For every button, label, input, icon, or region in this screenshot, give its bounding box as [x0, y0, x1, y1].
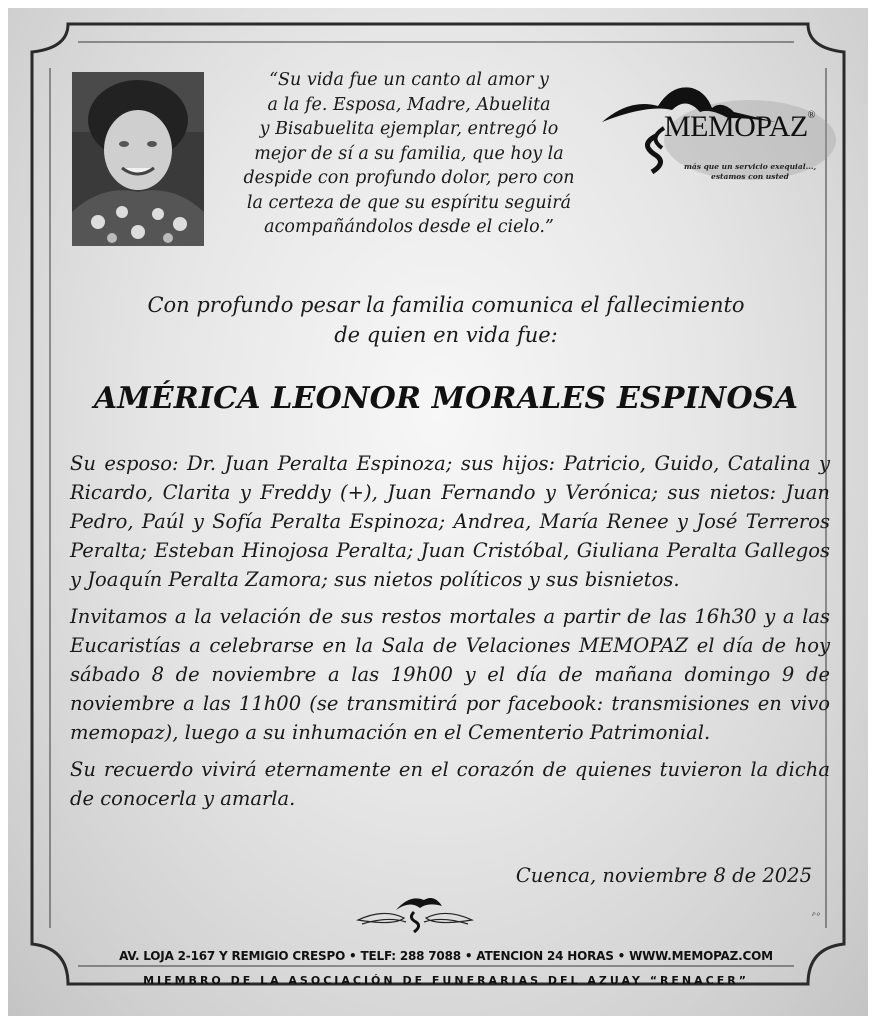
- quote-line: “Su vida fue un canto al amor y: [269, 70, 549, 90]
- quote-line: la certeza de que su espíritu seguirá: [246, 192, 572, 213]
- quote-line: a la fe. Esposa, Madre, Abuelita: [267, 94, 551, 115]
- obituary-sheet: [8, 8, 868, 1016]
- announcement-intro: [108, 290, 784, 350]
- page-code: P-9: [812, 912, 820, 918]
- ornament-emblem-icon: [354, 890, 476, 934]
- invitation-paragraph: Invitamos a la velación de sus restos mortales a partir de las 16h30 y a las Eucaristías a celebrarse en la Sala de Velaciones MEMOPAZ el día de hoy sábado 8 de noviembre a las 19h00 y el día de mañana domingo 9 de noviembre a las 11h00 (se transmitirá por facebook: transmisiones en vivo memopaz), luego a su inhumación en el Cementerio Patrimonial.: [70, 605, 830, 744]
- intro-line-2: de quien en vida fue:: [334, 323, 558, 347]
- epitaph-quote: [234, 68, 584, 240]
- footer-association: MIEMBRO DE LA ASOCIACIÓN DE FUNERARIAS DEL AZUAY “RENACER”: [143, 974, 749, 987]
- memopaz-logo: [600, 78, 836, 190]
- family-paragraph: Su esposo: Dr. Juan Peralta Espinoza; sus hijos: Patricio, Guido, Catalina y Ricardo, Clarita y Freddy (+), Juan Fernando y Verónica; sus nietos: Juan Pedro, Paúl y Sofía Peralta Espinoza; Andrea, María Renee y José Terreros Peralta; Esteban Hinojosa Peralta; Juan Cristóbal, Giuliana Peralta Gallegos y Joaquín Peralta Zamora; sus nietos políticos y sus bisnietos.: [70, 452, 830, 591]
- quote-line: mejor de sí a su familia, que hoy la: [254, 143, 564, 164]
- place-date: Cuenca, noviembre 8 de 2025: [515, 864, 812, 887]
- quote-line: despide con profundo dolor, pero con: [243, 168, 575, 188]
- logo-brand: MEMOPAZ: [664, 110, 808, 143]
- logo-registered: ®: [807, 110, 815, 121]
- logo-tagline-1: más que un servicio exequial...,: [683, 162, 817, 171]
- deceased-name: AMÉRICA LEONOR MORALES ESPINOSA: [93, 381, 799, 416]
- quote-line: acompañándolos desde el cielo.”: [264, 217, 554, 237]
- logo-tagline: [670, 162, 830, 182]
- intro-line-1: Con profundo pesar la familia comunica el fallecimiento: [147, 293, 745, 317]
- obituary-body: [70, 449, 830, 821]
- quote-line: y Bisabuelita ejemplar, entregó lo: [259, 119, 559, 139]
- memory-paragraph: Su recuerdo vivirá eternamente en el corazón de quienes tuvieron la dicha de conocerla y amarla.: [70, 758, 830, 810]
- footer-contact: AV. LOJA 2-167 Y REMIGIO CRESPO • TELF: 288 7088 • ATENCION 24 HORAS • WWW.MEMOPAZ.COM: [119, 949, 773, 963]
- logo-tagline-2: estamos con usted: [711, 172, 789, 181]
- portrait-photo: [72, 72, 204, 246]
